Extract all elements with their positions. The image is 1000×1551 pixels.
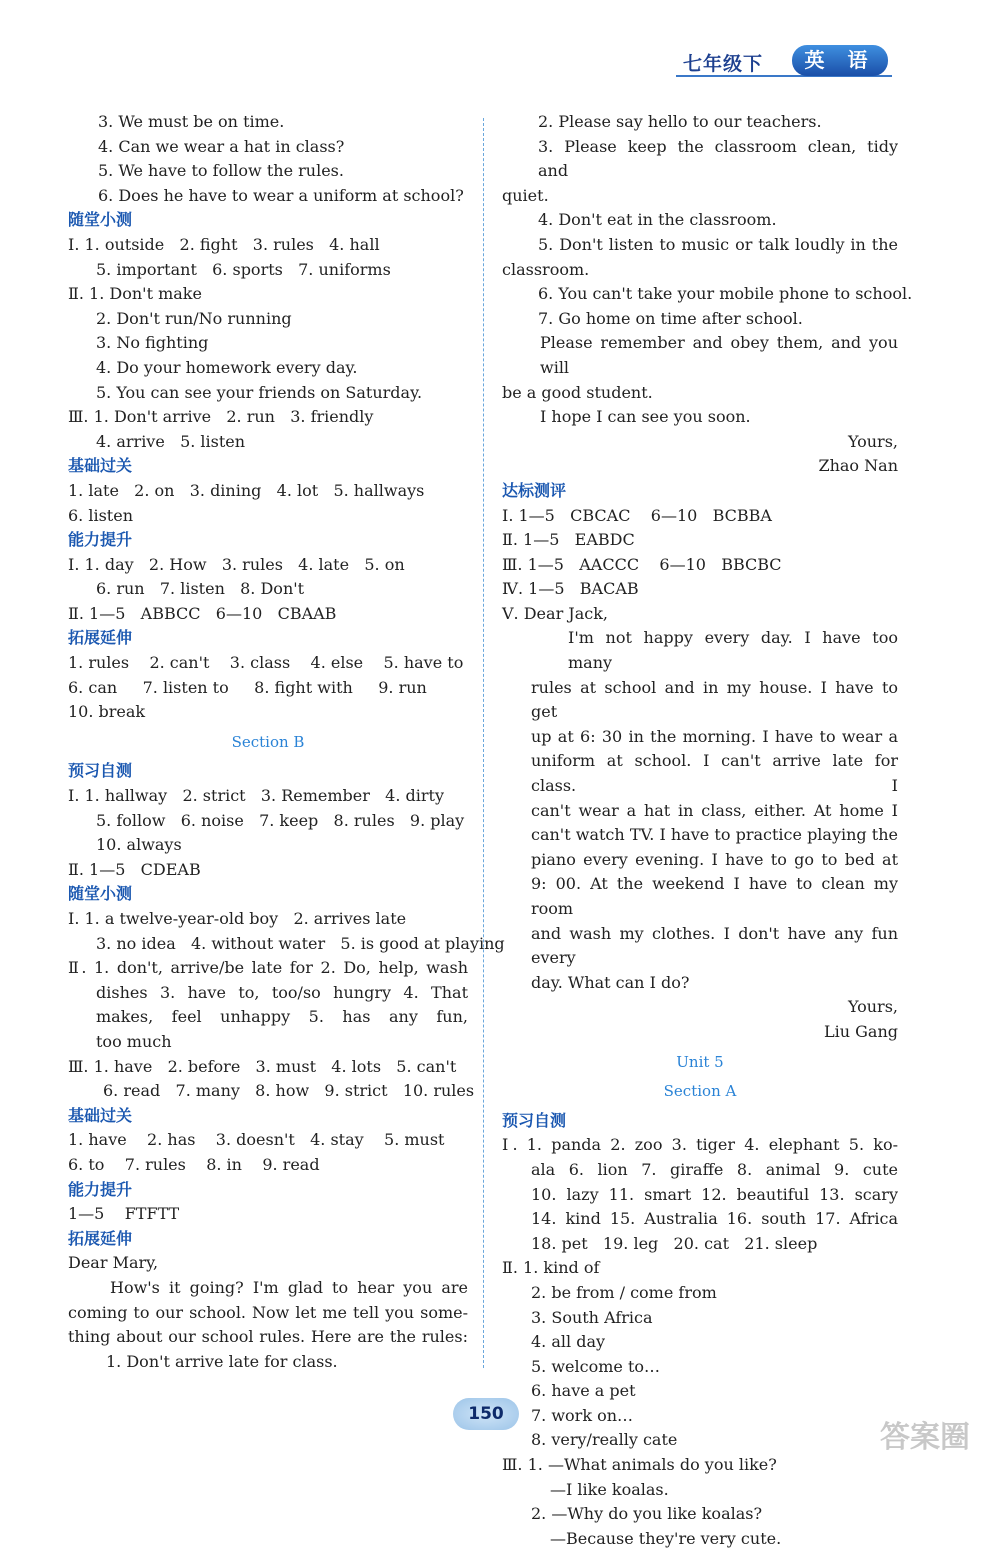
answer-line: 10. lazy 11. smart 12. beautiful 13. scary: [531, 1184, 898, 1204]
page-number: 150: [453, 1398, 519, 1430]
answer-line: 1. have 2. has 3. doesn't 4. stay 5. must: [68, 1130, 445, 1150]
answer-line: 1. Don't arrive late for class.: [106, 1351, 338, 1371]
answer-line: 5. welcome to…: [531, 1356, 661, 1376]
answer-line: 2. Please say hello to our teachers.: [538, 112, 822, 131]
answer-line: Ⅱ. 1—5 CDEAB: [68, 859, 201, 879]
signature-line: Liu Gang: [824, 1021, 898, 1041]
answer-line: 14. kind 15. Australia 16. south 17. Africa: [531, 1209, 898, 1229]
subject-badge: 英 语: [792, 45, 888, 76]
section-heading: 能力提升: [68, 530, 133, 550]
answer-line: 6. read 7. many 8. how 9. strict 10. rules: [103, 1081, 475, 1101]
answer-line: Ⅰ. 1—5 CBCAC 6—10 BCBBA: [502, 505, 772, 525]
answer-line: 6. listen: [68, 505, 133, 525]
unit-section-title: Section A: [663, 1082, 737, 1101]
answer-line: day. What can I do?: [531, 972, 690, 992]
answer-line: 7. work on…: [531, 1405, 634, 1425]
answer-line: dishes 3. have to, too/so hungry 4. That: [96, 982, 468, 1002]
section-heading: 拓展延伸: [68, 628, 133, 648]
answer-line: rules at school and in my house. I have to get: [531, 677, 898, 722]
answer-line: Ⅰ. 1. day 2. How 3. rules 4. late 5. on: [68, 554, 405, 574]
answer-line: and wash my clothes. I don't have any fun every: [531, 923, 898, 968]
column-divider: [483, 118, 484, 1368]
answer-line: Ⅰ. 1. panda 2. zoo 3. tiger 4. elephant 5. ko-: [502, 1135, 898, 1155]
answer-line: 3. Please keep the classroom clean, tidy and: [538, 136, 898, 181]
answer-line: 6. You can't take your mobile phone to school.: [538, 284, 913, 304]
answer-line: 5. important 6. sports 7. uniforms: [96, 259, 391, 279]
answer-line: Ⅲ. 1. Don't arrive 2. run 3. friendly: [68, 407, 374, 427]
answer-line: too much: [96, 1031, 172, 1051]
answer-line: 18. pet 19. leg 20. cat 21. sleep: [531, 1233, 818, 1253]
answer-line: 5. follow 6. noise 7. keep 8. rules 9. play: [96, 810, 465, 830]
grade-label: 七年级下: [683, 53, 764, 75]
section-heading: 基础过关: [68, 456, 133, 476]
answer-line: 6. to 7. rules 8. in 9. read: [68, 1154, 320, 1174]
signature-line: Yours,: [847, 431, 898, 451]
answer-line: Ⅱ. 1—5 EABDC: [502, 530, 635, 550]
answer-line: 2. be from / come from: [531, 1282, 717, 1302]
answer-line: Ⅲ. 1. have 2. before 3. must 4. lots 5. can't: [68, 1056, 457, 1076]
answer-line: Ⅱ. 1—5 ABBCC 6—10 CBAAB: [68, 603, 337, 623]
answer-line: 10. break: [68, 702, 146, 722]
answer-line: 6. run 7. listen 8. Don't: [96, 579, 305, 599]
answer-line: 5. Don't listen to music or talk loudly in the: [538, 234, 898, 254]
answer-line: How's it going? I'm glad to hear you are: [110, 1277, 468, 1297]
watermark: 答案圈: [880, 1420, 970, 1455]
signature-line: Yours,: [847, 997, 898, 1017]
section-heading: 预习自测: [502, 1110, 567, 1130]
answer-line: 2. —Why do you like koalas?: [531, 1504, 763, 1524]
answer-line: 6. have a pet: [531, 1381, 636, 1401]
answer-line: 1. rules 2. can't 3. class 4. else 5. have to: [68, 653, 464, 673]
answer-line: coming to our school. Now let me tell you some-: [68, 1302, 468, 1322]
answer-line: —I like koalas.: [550, 1479, 669, 1499]
answer-line: thing about our school rules. Here are the rules:: [68, 1327, 468, 1347]
answer-line: up at 6: 30 in the morning. I have to wear a: [531, 726, 898, 746]
answer-line: 3. No fighting: [96, 333, 209, 353]
answer-line: ala 6. lion 7. giraffe 8. animal 9. cute: [531, 1159, 898, 1179]
section-heading: 基础过关: [68, 1105, 133, 1125]
answer-line: can't wear a hat in class, either. At home I: [531, 800, 898, 820]
answer-line: 7. Go home on time after school.: [538, 308, 803, 328]
answer-line: Ⅲ. 1—5 AACCC 6—10 BBCBC: [502, 554, 782, 574]
answer-line: Ⅲ. 1. —What animals do you like?: [502, 1455, 777, 1475]
answer-line: 2. Don't run/No running: [96, 308, 292, 328]
answer-line: Ⅱ. 1. don't, arrive/be late for 2. Do, help, wash: [68, 958, 468, 978]
answer-line: 4. Don't eat in the classroom.: [538, 210, 777, 230]
answer-line: I hope I can see you soon.: [540, 407, 751, 427]
answer-line: Ⅰ. 1. a twelve-year-old boy 2. arrives late: [68, 909, 407, 928]
answer-line: be a good student.: [502, 382, 653, 402]
answer-line: Ⅱ. 1. Don't make: [68, 284, 202, 304]
answer-line: 3. South Africa: [531, 1307, 653, 1327]
answer-line: 10. always: [96, 835, 182, 855]
answer-line: can't watch TV. I have to practice playing the: [531, 825, 898, 845]
answer-line: 4. arrive 5. listen: [96, 431, 246, 451]
answer-line: classroom.: [502, 259, 590, 279]
answer-line: —Because they're very cute.: [550, 1528, 782, 1548]
unit-section-title: Unit 5: [676, 1052, 724, 1071]
section-heading: 随堂小测: [68, 210, 133, 230]
section-heading: 随堂小测: [68, 884, 133, 904]
answer-line: Dear Mary,: [68, 1253, 159, 1273]
answer-line: I'm not happy every day. I have too many: [568, 628, 898, 673]
answer-line: 6. can 7. listen to 8. fight with 9. run: [68, 677, 427, 697]
answer-line: Ⅴ. Dear Jack,: [502, 603, 608, 623]
section-heading: 能力提升: [68, 1179, 133, 1199]
answer-line: 5. You can see your friends on Saturday.: [96, 382, 423, 402]
answer-line: 4. Can we wear a hat in class?: [98, 136, 345, 156]
section-heading: 达标测评: [502, 480, 567, 500]
answer-line: Ⅰ. 1. outside 2. fight 3. rules 4. hall: [68, 234, 380, 254]
left-column: [68, 110, 505, 1374]
section-heading: 预习自测: [68, 761, 133, 781]
section-heading: 拓展延伸: [68, 1228, 133, 1248]
answer-line: 1—5 FTFTT: [68, 1204, 180, 1224]
answer-line: 4. Do your homework every day.: [96, 357, 358, 377]
answer-line: 3. no idea 4. without water 5. is good at playing: [96, 933, 505, 953]
answer-line: 3. We must be on time.: [98, 112, 285, 131]
answer-line: 5. We have to follow the rules.: [98, 161, 344, 181]
signature-line: Zhao Nan: [818, 456, 898, 476]
answer-line: Please remember and obey them, and you will: [540, 333, 898, 377]
right-column: [502, 110, 913, 1551]
unit-section-title: Section B: [231, 732, 305, 751]
answer-line: 4. all day: [531, 1332, 606, 1352]
answer-line: quiet.: [502, 185, 549, 205]
answer-line: Ⅱ. 1. kind of: [502, 1258, 600, 1278]
answer-line: uniform at school. I can't arrive late for class. I: [531, 751, 898, 796]
answer-line: makes, feel unhappy 5. has any fun,: [96, 1007, 468, 1027]
answer-line: 1. late 2. on 3. dining 4. lot 5. hallways: [68, 480, 425, 500]
answer-line: piano every evening. I have to go to bed at: [531, 849, 898, 869]
answer-line: Ⅳ. 1—5 BACAB: [502, 579, 639, 599]
answer-line: 9: 00. At the weekend I have to clean my room: [531, 874, 898, 918]
answer-line: Ⅰ. 1. hallway 2. strict 3. Remember 4. dirty: [68, 786, 444, 806]
answer-line: 8. very/really cate: [531, 1430, 678, 1450]
answer-line: 6. Does he have to wear a uniform at school?: [98, 185, 464, 205]
